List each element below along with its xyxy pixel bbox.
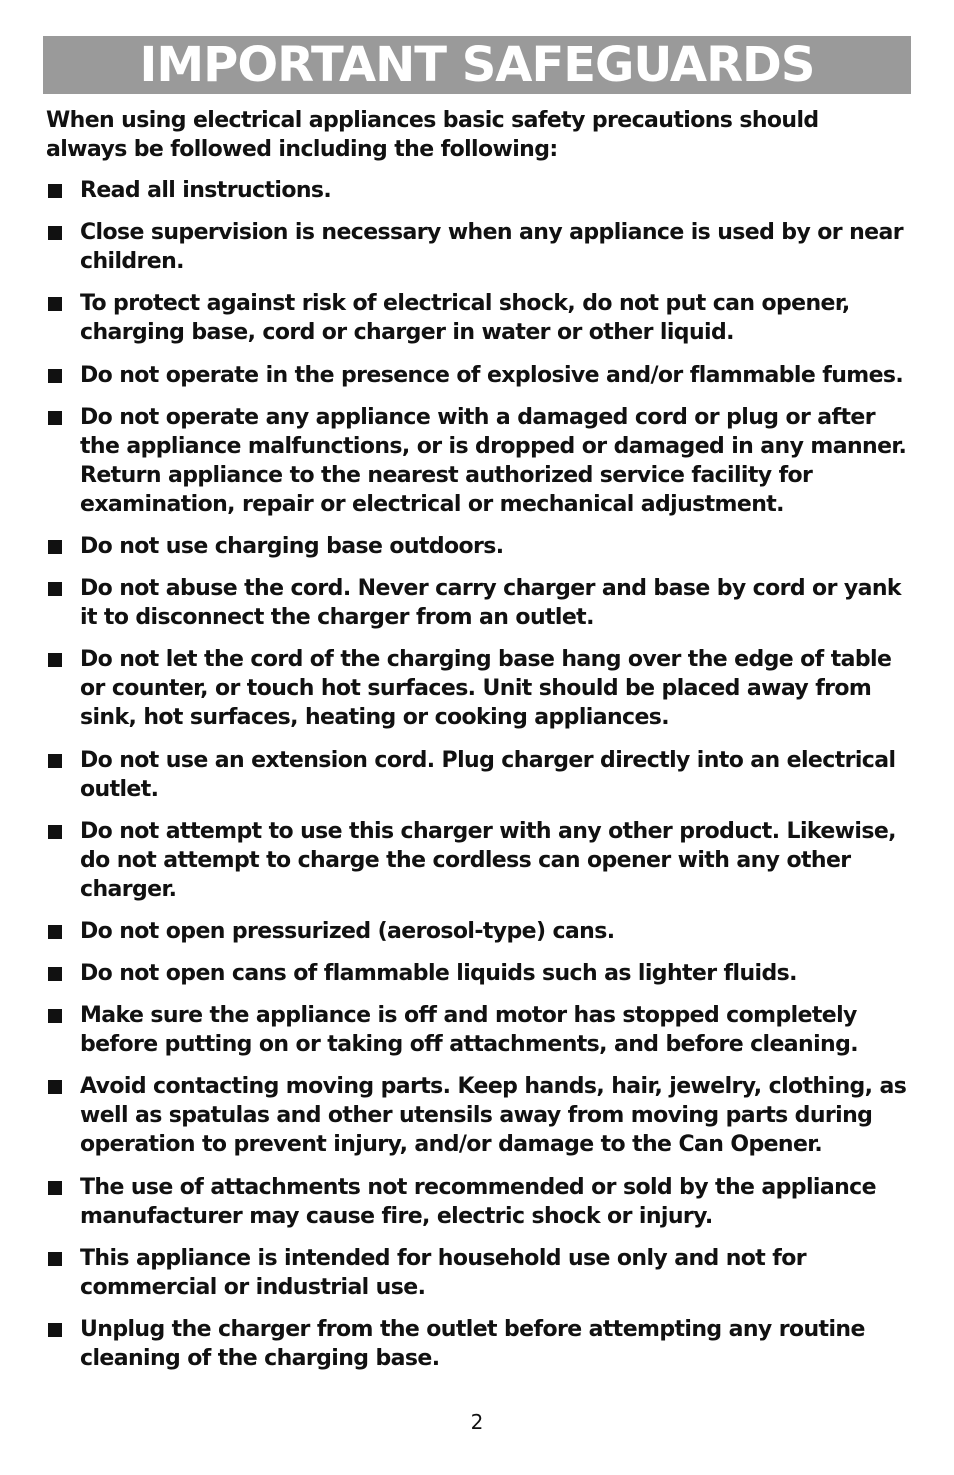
square-bullet-icon (48, 582, 62, 596)
square-bullet-icon (48, 226, 62, 240)
square-bullet-icon (48, 369, 62, 383)
list-item-text: Do not attempt to use this charger with any other product. Likewise, do not attempt to charge the cordless can opener with any other charger. (80, 818, 896, 902)
list-item (46, 645, 908, 732)
list-item-text: Close supervision is necessary when any appliance is used by or near children. (80, 220, 903, 275)
list-item-text: Do not operate in the presence of explosive and/or flammable fumes. (80, 362, 904, 388)
list-item-text: Unplug the charger from the outlet before attempting any routine cleaning of the charging base. (80, 1317, 865, 1371)
list-item (46, 1072, 908, 1159)
list-item (46, 959, 908, 988)
square-bullet-icon (48, 754, 62, 768)
square-bullet-icon (48, 925, 62, 939)
list-item (46, 746, 908, 804)
list-item-text: Do not use charging base outdoors. (80, 533, 504, 559)
list-item-text: Do not use an extension cord. Plug charger directly into an electrical outlet. (80, 747, 896, 802)
list-item-text: This appliance is intended for household use only and not for commercial or industrial use. (80, 1245, 807, 1300)
list-item (46, 574, 908, 632)
list-item-text: To protect against risk of electrical shock, do not put can opener, charging base, cord or charger in water or other liquid. (80, 291, 850, 346)
square-bullet-icon (48, 540, 62, 554)
list-item (46, 361, 908, 390)
list-item-text: Do not operate any appliance with a damaged cord or plug or after the appliance malfunctions, or is dropped or damaged in any manner. Return appliance to the nearest authorized service facility for examination, repair or electrical or mechanical adjustment. (80, 404, 907, 517)
list-item-text: Do not open cans of flammable liquids such as lighter fluids. (80, 961, 797, 987)
square-bullet-icon (48, 184, 62, 198)
page-number: 2 (470, 1410, 484, 1434)
square-bullet-icon (48, 1252, 62, 1266)
intro-text: When using electrical appliances basic safety precautions should always be followed including the following: (46, 108, 819, 162)
list-item (46, 917, 908, 946)
list-item-text: Avoid contacting moving parts. Keep hands, hair, jewelry, clothing, as well as spatulas and other utensils away from moving parts during operation to prevent injury, and/or damage to the Can Opener. (80, 1074, 907, 1158)
list-item-text: Do not abuse the cord. Never carry charger and base by cord or yank it to disconnect the charger from an outlet. (80, 576, 901, 631)
square-bullet-icon (48, 967, 62, 981)
list-item-text: The use of attachments not recommended or sold by the appliance manufacturer may cause fire, electric shock or injury. (80, 1174, 876, 1229)
square-bullet-icon (48, 653, 62, 667)
page-title: IMPORTANT SAFEGUARDS (139, 37, 815, 93)
list-item-text: Do not let the cord of the charging base hang over the edge of table or counter, or touch hot surfaces. Unit should be placed away from sink, hot surfaces, heating or cooking appliances. (80, 647, 892, 731)
list-item (46, 176, 908, 205)
square-bullet-icon (48, 1080, 62, 1094)
square-bullet-icon (48, 1009, 62, 1023)
list-item (46, 218, 908, 276)
list-item-text: Make sure the appliance is off and motor has stopped completely before putting on or taking off attachments, and before cleaning. (80, 1003, 858, 1058)
list-item (46, 403, 908, 519)
list-item (46, 289, 908, 347)
list-item (46, 1173, 908, 1231)
square-bullet-icon (48, 297, 62, 311)
square-bullet-icon (48, 825, 62, 839)
square-bullet-icon (48, 1323, 62, 1337)
list-item (46, 1315, 908, 1373)
square-bullet-icon (48, 1181, 62, 1195)
list-item (46, 817, 908, 904)
list-item-text: Read all instructions. (80, 178, 332, 203)
list-item-text: Do not open pressurized (aerosol-type) cans. (80, 918, 615, 944)
square-bullet-icon (48, 411, 62, 425)
title-bar (43, 36, 911, 94)
list-item (46, 532, 908, 561)
list-item (46, 1244, 908, 1302)
safeguards-list (46, 176, 908, 1386)
list-item (46, 1001, 908, 1059)
